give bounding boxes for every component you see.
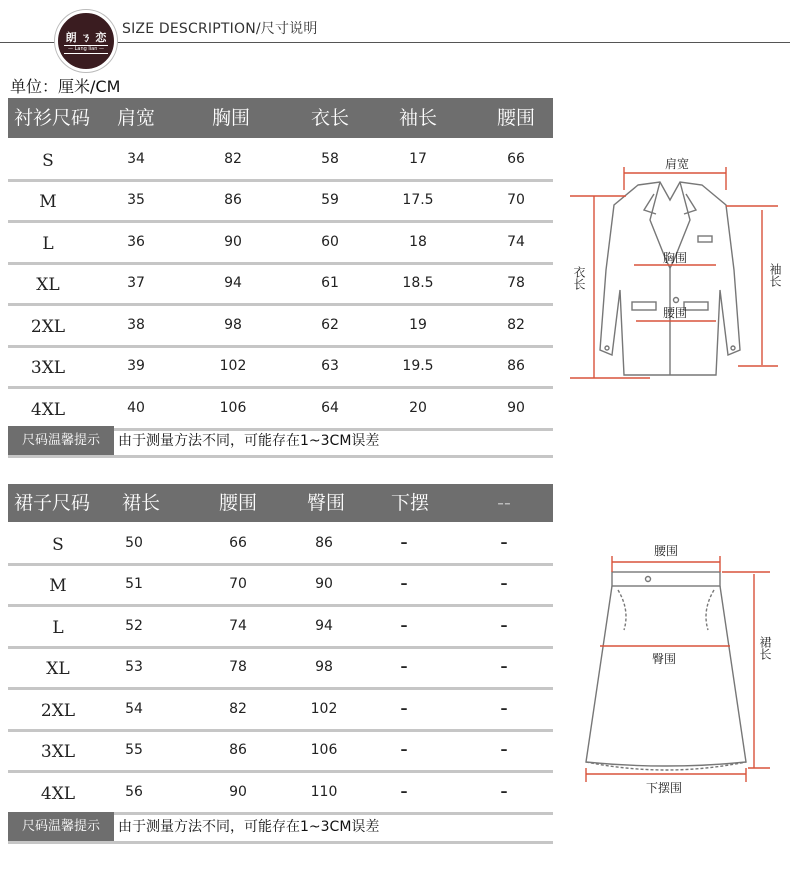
header-cell: 腰围 [496, 107, 535, 129]
skirt-length-label: 裙长 [758, 636, 772, 660]
value-cell: 90 [229, 783, 247, 800]
value-cell: 50 [125, 534, 143, 551]
table-row [8, 689, 553, 731]
value-cell: 39 [127, 358, 145, 375]
value-cell: – [400, 783, 408, 800]
value-cell: 102 [310, 700, 338, 717]
header-cell: 胸围 [211, 107, 250, 129]
value-cell: 34 [127, 150, 145, 167]
skirt-outline [586, 572, 746, 770]
header-cell: 衣长 [310, 107, 349, 129]
value-cell: 86 [315, 534, 333, 551]
value-cell: – [400, 659, 408, 676]
jacket-measure-lines [570, 167, 778, 378]
size-cell: S [42, 150, 54, 171]
size-cell: 4XL [40, 783, 76, 804]
value-cell: 62 [321, 316, 339, 333]
size-cell: XL [46, 659, 70, 680]
value-cell: 82 [229, 700, 247, 717]
header-cell: 袖长 [398, 107, 437, 129]
value-cell: 66 [229, 534, 247, 551]
size-cell: M [49, 576, 67, 597]
value-cell: 86 [224, 192, 242, 209]
value-cell: 63 [321, 358, 339, 375]
value-cell: 38 [127, 316, 145, 333]
table-row [8, 606, 553, 648]
skirt-waist-label: 腰围 [653, 544, 679, 558]
value-cell: – [500, 783, 508, 800]
value-cell: 60 [321, 233, 339, 250]
value-cell: 74 [507, 233, 525, 250]
header-rule [0, 42, 790, 43]
value-cell: 58 [321, 150, 339, 167]
value-cell: 40 [127, 399, 145, 416]
value-cell: 54 [125, 700, 143, 717]
table-row [8, 264, 553, 306]
value-cell: 90 [507, 399, 525, 416]
value-cell: 106 [219, 399, 247, 416]
skirt-hip-label: 臀围 [651, 652, 677, 666]
sleeve-label: 袖长 [768, 263, 782, 287]
value-cell: 86 [229, 742, 247, 759]
waist-label: 腰围 [662, 306, 688, 320]
value-cell: 35 [127, 192, 145, 209]
unit-label: 单位：厘米/CM [10, 77, 121, 96]
row-separator [8, 455, 553, 458]
skirt-hem-label: 下摆围 [645, 781, 683, 795]
value-cell: 53 [125, 659, 143, 676]
size-cell: L [52, 617, 64, 638]
value-cell: 102 [219, 358, 247, 375]
section-title: SIZE DESCRIPTION/尺寸说明 [122, 21, 318, 37]
jacket-measurement-diagram [566, 150, 790, 385]
value-cell: 82 [224, 150, 242, 167]
value-cell: 110 [310, 783, 338, 800]
size-tip-text: 由于测量方法不同，可能存在1~3CM误差 [118, 433, 380, 449]
value-cell: – [400, 576, 408, 593]
table-row [8, 772, 553, 814]
table-row [8, 648, 553, 690]
table-row [8, 305, 553, 347]
table-row [8, 222, 553, 264]
value-cell: – [500, 742, 508, 759]
logo-text: 朗 ㄋ 恋 [65, 31, 107, 44]
size-cell: L [42, 233, 54, 254]
table-row [8, 347, 553, 389]
value-cell: – [500, 659, 508, 676]
value-cell: 98 [224, 316, 242, 333]
brand-logo [55, 10, 117, 72]
table-row [8, 565, 553, 607]
size-tip-label: 尺码温馨提示 [8, 426, 114, 456]
length-label: 衣长 [572, 266, 586, 290]
header-cell: 裙子尺码 [13, 492, 90, 514]
chest-label: 胸围 [662, 251, 688, 265]
value-cell: 37 [127, 275, 145, 292]
value-cell: 90 [315, 576, 333, 593]
value-cell: – [500, 617, 508, 634]
value-cell: 20 [409, 399, 427, 416]
value-cell: 70 [229, 576, 247, 593]
value-cell: – [500, 576, 508, 593]
table-row [8, 523, 553, 565]
table-row [8, 388, 553, 430]
size-tip-label: 尺码温馨提示 [8, 812, 114, 842]
value-cell: 55 [125, 742, 143, 759]
logo-subtext: — Lang lian — [64, 45, 108, 54]
size-cell: 2XL [40, 700, 76, 721]
size-tip-text: 由于测量方法不同，可能存在1~3CM误差 [118, 819, 380, 835]
value-cell: 82 [507, 316, 525, 333]
table-row [8, 139, 553, 181]
value-cell: 64 [321, 399, 339, 416]
size-cell: M [39, 192, 57, 213]
shirt-table-header [8, 98, 553, 138]
header-cell: 臀围 [306, 492, 345, 514]
value-cell: – [400, 534, 408, 551]
header-cell: -- [497, 492, 511, 514]
jacket-outline [600, 182, 740, 375]
size-cell: 2XL [30, 316, 66, 337]
value-cell: 18.5 [402, 275, 434, 292]
skirt-table-header [8, 484, 553, 522]
value-cell: 78 [507, 275, 525, 292]
value-cell: – [500, 700, 508, 717]
value-cell: 66 [507, 150, 525, 167]
value-cell: 86 [507, 358, 525, 375]
value-cell: 51 [125, 576, 143, 593]
skirt-measure-lines [586, 556, 770, 782]
value-cell: 56 [125, 783, 143, 800]
size-cell: 3XL [40, 742, 76, 763]
value-cell: 74 [229, 617, 247, 634]
value-cell: 18 [409, 233, 427, 250]
value-cell: – [400, 617, 408, 634]
table-row [8, 731, 553, 773]
row-separator [8, 841, 553, 844]
size-cell: S [52, 534, 64, 555]
header-cell: 裙长 [121, 492, 160, 514]
size-cell: 4XL [30, 399, 66, 420]
skirt-measurement-diagram [574, 538, 774, 800]
value-cell: 36 [127, 233, 145, 250]
header-cell: 衬衫尺码 [13, 107, 90, 129]
value-cell: 78 [229, 659, 247, 676]
size-cell: 3XL [30, 358, 66, 379]
table-row [8, 181, 553, 223]
value-cell: 19 [409, 316, 427, 333]
value-cell: – [500, 534, 508, 551]
value-cell: 94 [224, 275, 242, 292]
value-cell: 94 [315, 617, 333, 634]
value-cell: 98 [315, 659, 333, 676]
value-cell: 17.5 [402, 192, 434, 209]
size-cell: XL [36, 275, 60, 296]
value-cell: 106 [310, 742, 338, 759]
value-cell: 17 [409, 150, 427, 167]
value-cell: 19.5 [402, 358, 434, 375]
shoulder-label: 肩宽 [664, 157, 690, 171]
header-cell: 下摆 [390, 492, 429, 514]
value-cell: 70 [507, 192, 525, 209]
value-cell: 52 [125, 617, 143, 634]
value-cell: 59 [321, 192, 339, 209]
value-cell: 61 [321, 275, 339, 292]
value-cell: – [400, 700, 408, 717]
value-cell: 90 [224, 233, 242, 250]
header-cell: 肩宽 [116, 107, 155, 129]
value-cell: – [400, 742, 408, 759]
header-cell: 腰围 [218, 492, 257, 514]
